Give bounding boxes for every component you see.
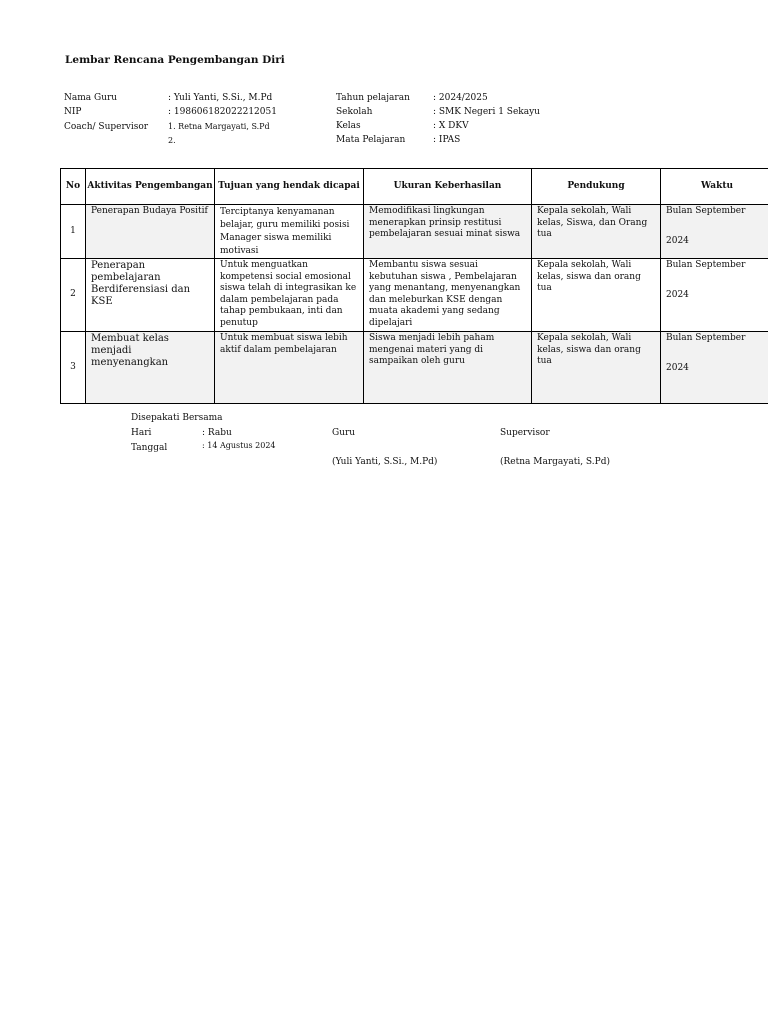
cell-tujuan [215,205,364,259]
cell-aktivitas [86,259,215,332]
info-value: 2. [168,136,176,145]
agreement-heading: Disepakati Bersama [131,413,223,423]
cell-waktu [661,332,768,404]
info-value: 1. Retna Margayati, S.Pd [168,122,270,131]
cell-ukuran [364,259,532,332]
info-row-tahun [336,92,540,106]
info-row-coach-2 [64,134,277,148]
cell-text: Kepala sekolah, Wali kelas, siswa dan orang tua [537,260,641,293]
cell-text: Kepala sekolah, Wali kelas, siswa dan orang tua [537,333,641,366]
cell-aktivitas [86,205,215,259]
day-label: Hari [131,428,152,438]
cell-ukuran [364,332,532,404]
info-row-nama-guru [64,92,277,106]
info-row-sekolah [336,106,540,120]
development-plan-table [60,168,768,404]
cell-no: 2 [61,259,86,332]
cell-waktu [661,259,768,332]
info-label: Mata Pelajaran [336,135,406,145]
table-row [61,259,768,332]
cell-pendukung [532,259,661,332]
info-row-nip [64,106,277,120]
cell-text: Untuk membuat siswa lebih aktif dalam pembelajaran [220,333,348,355]
date-label: Tanggal [131,443,168,453]
cell-text: Untuk menguatkan kompetensi social emosional siswa telah di integrasikan ke dalam pembelajaran pada tahap pembukaan, inti dan penutup [220,260,357,328]
info-label: Tahun pelajaran [336,93,410,103]
waktu-month: Bulan September [666,260,746,270]
cell-pendukung [532,332,661,404]
info-value: : 2024/2025 [433,93,488,103]
info-label: Sekolah [336,107,373,117]
cell-tujuan [215,332,364,404]
cell-text: Membuat kelas menjadi menyenangkan [91,333,169,368]
header-ukuran: Ukuran Keberhasilan [364,169,532,205]
header-aktivitas: Aktivitas Pengembangan [86,169,215,205]
header-waktu: Waktu [661,169,768,205]
supervisor-name: (Retna Margayati, S.Pd) [500,457,610,467]
cell-pendukung [532,205,661,259]
header-no: No [61,169,86,205]
info-label: Kelas [336,121,361,131]
cell-text: Membantu siswa sesuai kebutuhan siswa , Pembelajaran yang menantang, menyenangkan dan meleburkan KSE dengan muata akademi yang sedang dipelajari [369,260,521,328]
waktu-year: 2024 [666,289,689,300]
waktu-month: Bulan September [666,333,746,343]
header-pendukung: Pendukung [532,169,661,205]
info-label: Nama Guru [64,93,118,103]
teacher-info [64,92,277,148]
table-row [61,332,768,404]
school-info [336,92,540,148]
info-row-coach [64,120,277,134]
info-label: Coach/ Supervisor [64,122,149,132]
cell-aktivitas [86,332,215,404]
info-value: : Yuli Yanti, S.Si., M.Pd [168,93,273,103]
date-value: : 14 Agustus 2024 [202,441,276,450]
info-row-kelas [336,120,540,134]
info-label: NIP [64,107,82,117]
cell-text: Penerapan Budaya Positif [91,206,208,216]
supervisor-role: Supervisor [500,428,550,438]
header-tujuan: Tujuan yang hendak dicapai [215,169,364,205]
cell-text: Terciptanya kenyamanan belajar, guru memiliki posisi Manager siswa memiliki motivasi [220,207,350,256]
table-row [61,205,768,259]
cell-tujuan [215,259,364,332]
cell-waktu [661,205,768,259]
info-row-mapel [336,134,540,148]
table-header-row [61,169,768,205]
waktu-year: 2024 [666,362,689,373]
info-value: : 198606182022212051 [168,107,277,117]
cell-text: Kepala sekolah, Wali kelas, Siswa, dan Orang tua [537,206,648,239]
waktu-month: Bulan September [666,206,746,216]
cell-text: Memodifikasi lingkungan menerapkan prinsip restitusi pembelajaran sesuai minat siswa [369,206,521,239]
day-value: : Rabu [202,428,232,438]
waktu-year: 2024 [666,235,689,246]
cell-text: Penerapan pembelajaran Berdiferensiasi dan KSE [91,260,191,307]
document-title: Lembar Rencana Pengembangan Diri [65,54,285,66]
info-value: : IPAS [433,135,461,145]
info-value: : SMK Negeri 1 Sekayu [433,107,540,117]
cell-text: Siswa menjadi lebih paham mengenai materi yang di sampaikan oleh guru [369,333,495,366]
teacher-role: Guru [332,428,356,438]
cell-ukuran [364,205,532,259]
cell-no: 1 [61,205,86,259]
teacher-name: (Yuli Yanti, S.Si., M.Pd) [332,457,438,467]
info-value: : X DKV [433,121,469,131]
cell-no: 3 [61,332,86,404]
